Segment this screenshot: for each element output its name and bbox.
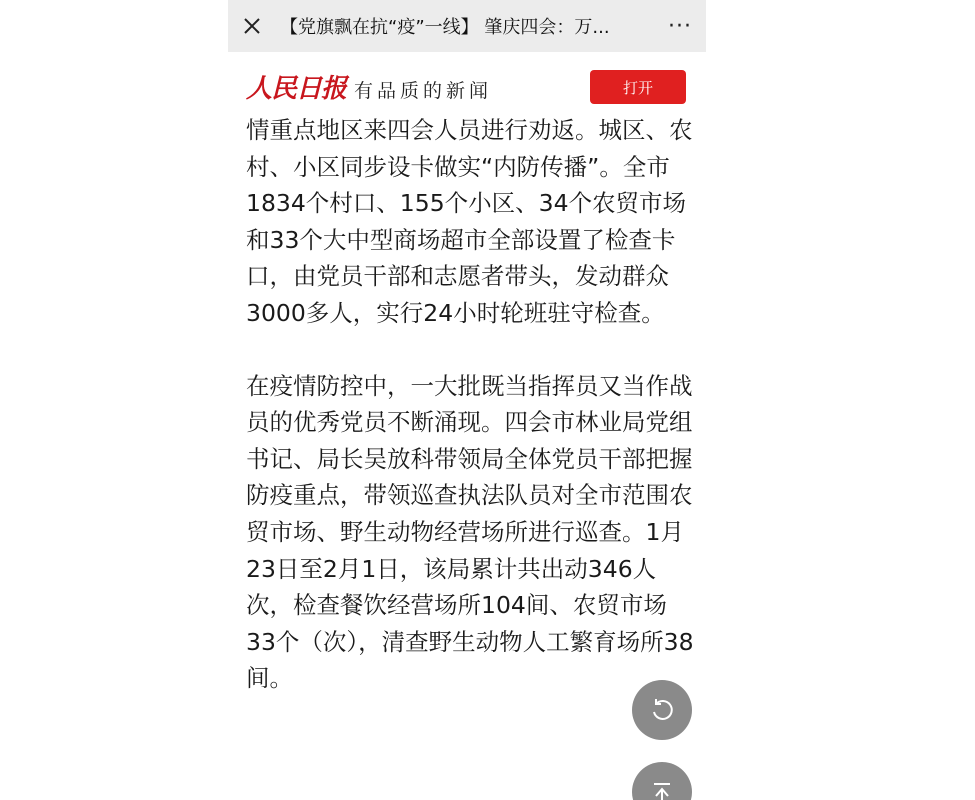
refresh-icon xyxy=(648,696,676,724)
close-icon xyxy=(243,17,261,35)
article-paragraph: 情重点地区来四会人员进行劝返。城区、农村、小区同步设卡做实“内防传播”。全市1834个村口、155个小区、34个农贸市场和33个大中型商场超市全部设置了检查卡口，由党员干部和志愿者带头，发动群众3000多人，实行24小时轮班驻守检查。 xyxy=(246,116,693,327)
peoples-daily-logo: 人民日报 xyxy=(246,74,347,104)
refresh-button[interactable] xyxy=(632,680,692,740)
open-app-button[interactable]: 打开 xyxy=(590,70,686,104)
back-to-top-button[interactable] xyxy=(632,762,692,800)
page-title: 【党旗飘在抗“疫”一线】 肇庆四会：万... xyxy=(280,17,610,38)
back-to-top-icon xyxy=(648,778,676,800)
article-body xyxy=(246,112,694,733)
banner-tagline: 有品质的新闻 xyxy=(354,80,493,102)
title-bar xyxy=(228,0,706,52)
close-button[interactable] xyxy=(230,0,274,52)
more-options-button[interactable]: ··· xyxy=(668,13,692,39)
article-paragraph: 在疫情防控中，一大批既当指挥员又当作战员的优秀党员不断涌现。四会市林业局党组书记、局长吴放科带领局全体党员干部把握防疫重点，带领巡查执法队员对全市范围农贸市场、野生动物经营场所进行巡查。1月23日至2月1日，该局累计共出动346人次，检查餐饮经营场所104间、农贸市场33个（次），清查野生动物人工繁育场所38间。 xyxy=(246,371,694,693)
app-banner xyxy=(228,58,706,114)
browser-view xyxy=(228,0,706,800)
